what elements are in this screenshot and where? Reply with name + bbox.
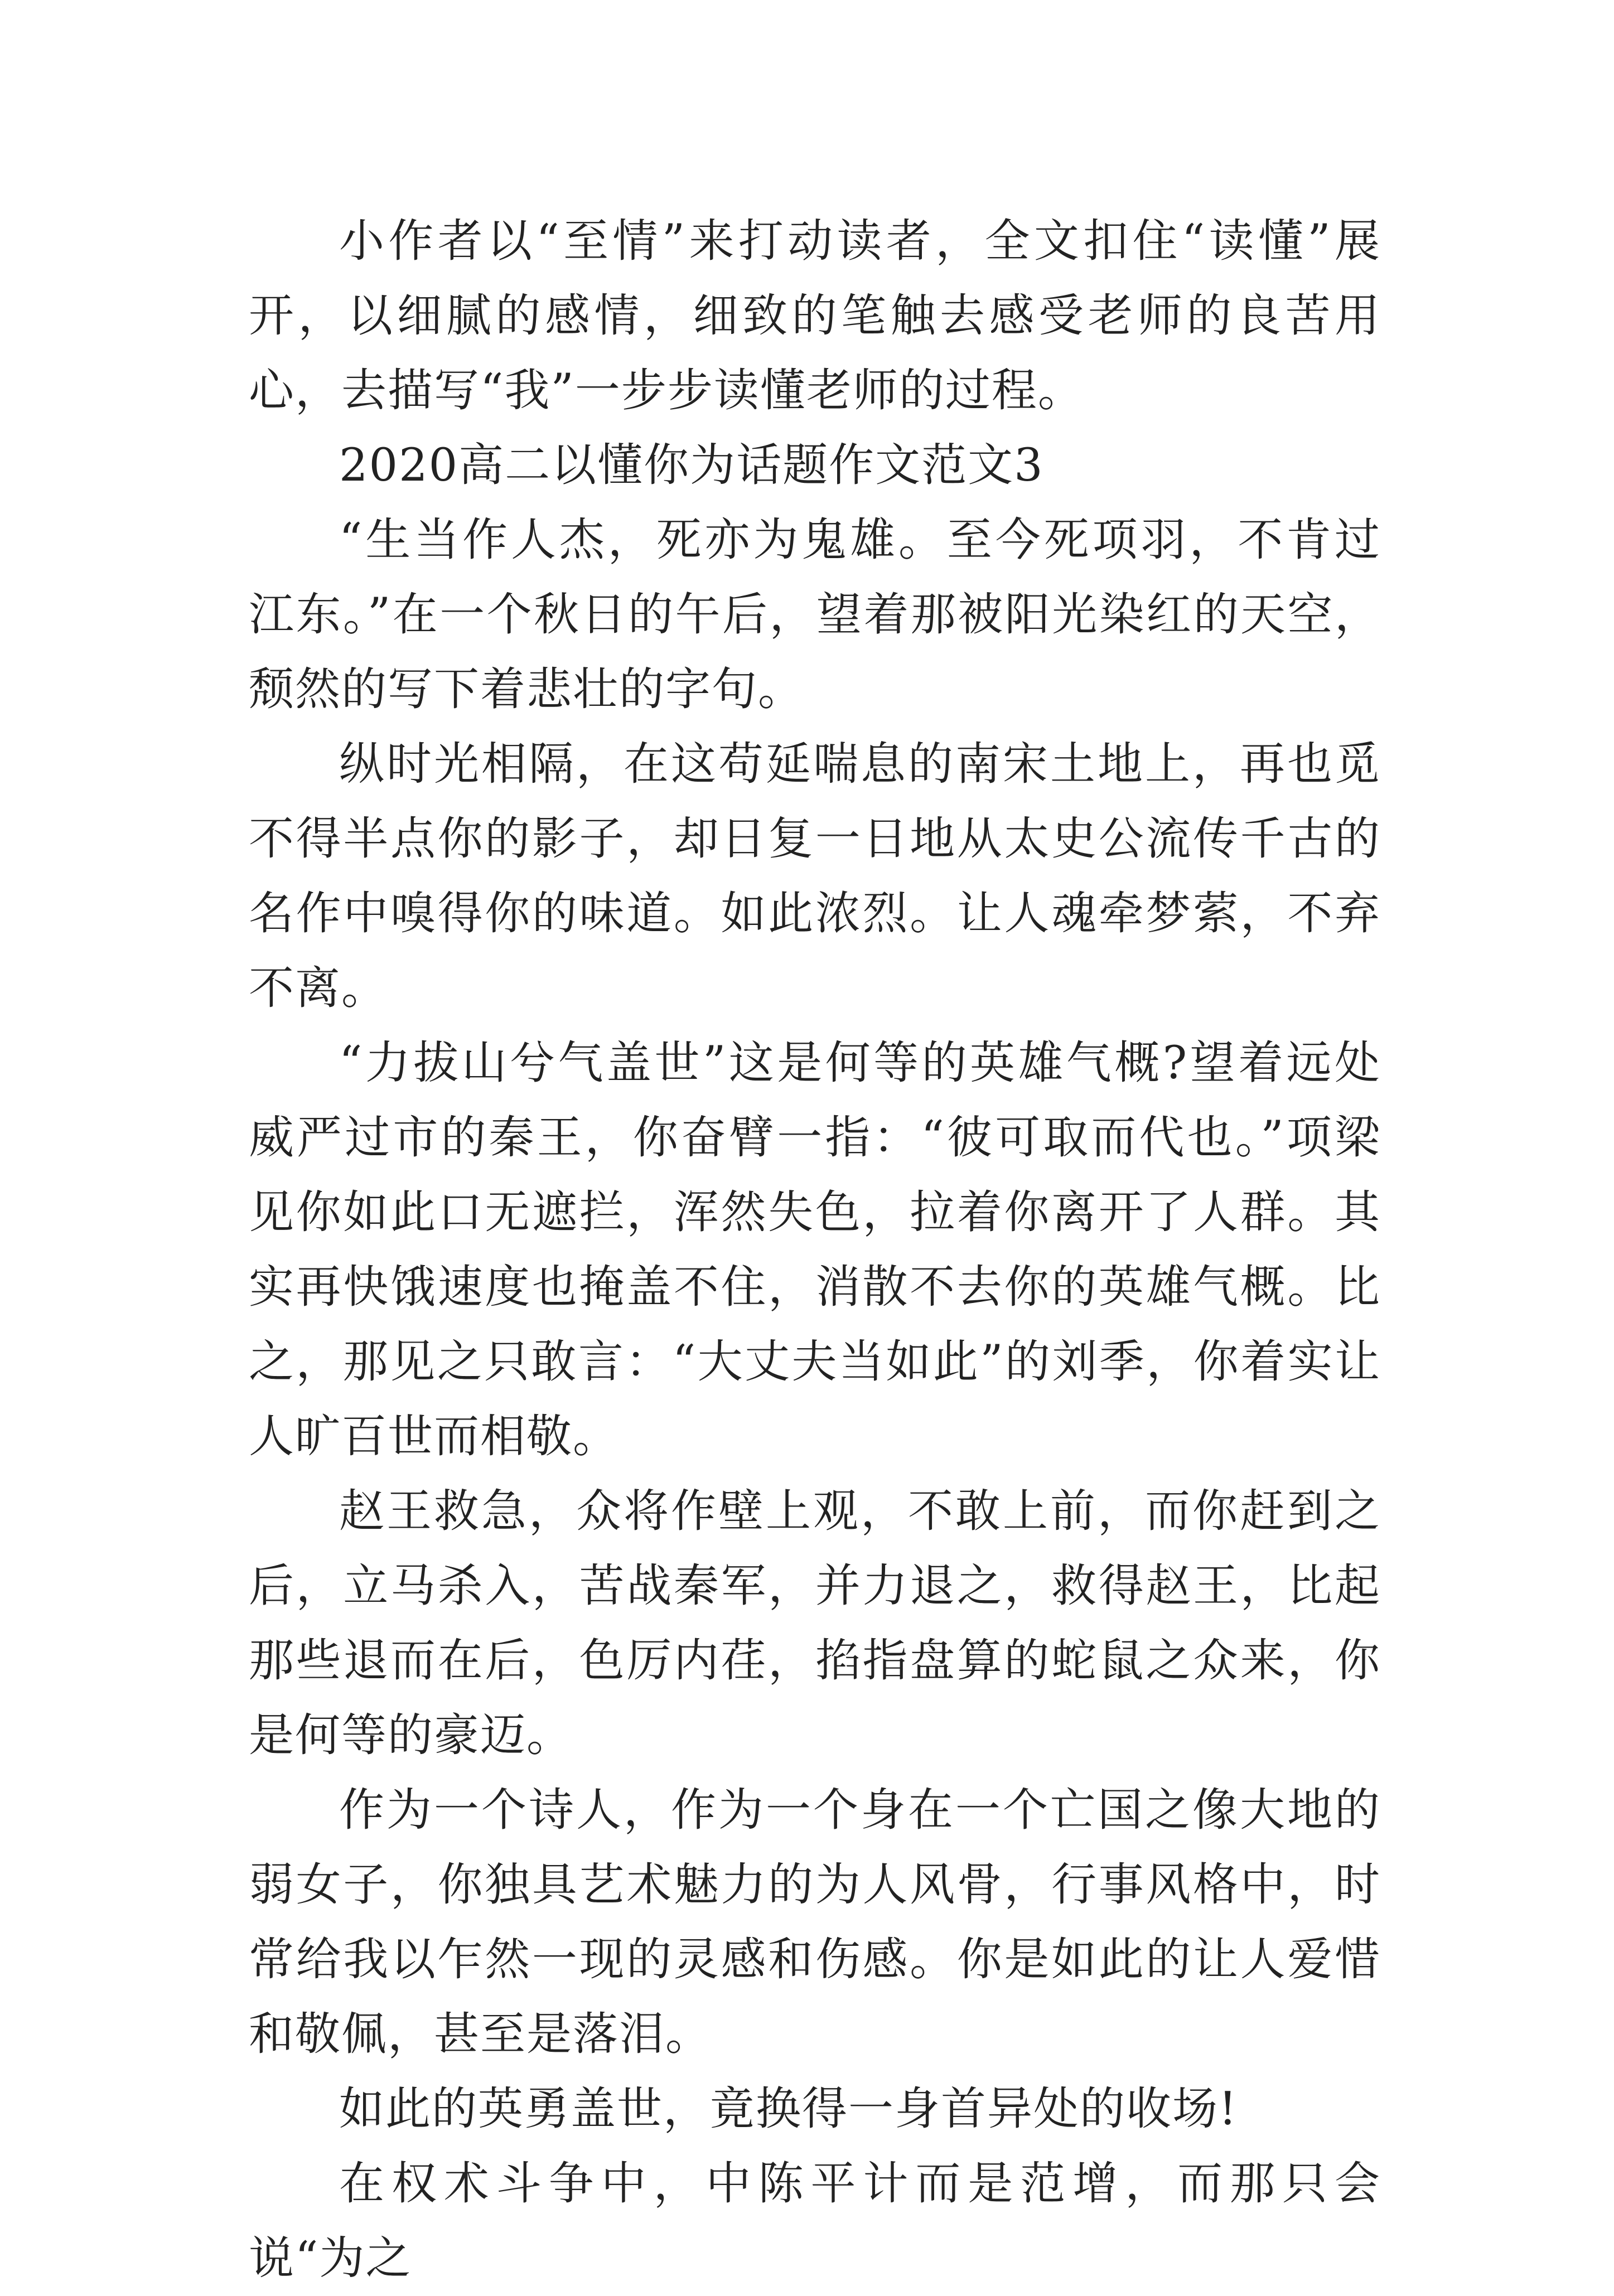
paragraph-ending: 如此的英勇盖世，竟换得一身首异处的收场! <box>339 2083 1238 2135</box>
essay-heading: 2020高二以懂你为话题作文范文3 <box>339 439 1044 492</box>
paragraph-power-struggle: 在权术斗争中，中陈平计而是范增，而那只会说“为之 <box>249 2158 1381 2285</box>
document-body <box>249 204 1381 2296</box>
paragraph-time-apart: 纵时光相隔，在这苟延喘息的南宋土地上，再也觅不得半点你的影子，却日复一日地从太史公流传千古的名作中嗅得你的味道。如此浓烈。让人魂牵梦萦，不弃不离。 <box>249 738 1381 1015</box>
paragraph-poem-quote: “生当作人杰，死亦为鬼雄。至今死项羽，不肯过江东。”在一个秋日的午后，望着那被阳光染红的天空，颓然的写下着悲壮的字句。 <box>249 514 1381 716</box>
paragraph-poet: 作为一个诗人，作为一个身在一个亡国之像大地的弱女子，你独具艺术魅力的为人风骨，行事风格中，时常给我以乍然一现的灵感和伤感。你是如此的让人爱惜和敬佩，甚至是落泪。 <box>249 1784 1381 2061</box>
paragraph-rescue-zhao: 赵王救急，众将作壁上观，不敢上前，而你赶到之后，立马杀入，苦战秦军，并力退之，救得赵王，比起那些退而在后，色厉内荏，掐指盘算的蛇鼠之众来，你是何等的豪迈。 <box>249 1485 1381 1762</box>
paragraph-heroic-spirit: “力拔山兮气盖世”这是何等的英雄气概?望着远处威严过市的秦王，你奋臂一指：“彼可取而代也。”项梁见你如此口无遮拦，浑然失色，拉着你离开了人群。其实再快饿速度也掩盖不住，消散不去你的英雄气概。比之，那见之只敢言：“大丈夫当如此”的刘季，你着实让人旷百世而相敬。 <box>249 1037 1381 1463</box>
paragraph-commentary: 小作者以“至情”来打动读者，全文扣住“读懂”展开，以细腻的感情，细致的笔触去感受老师的良苦用心，去描写“我”一步步读懂老师的过程。 <box>249 215 1381 417</box>
